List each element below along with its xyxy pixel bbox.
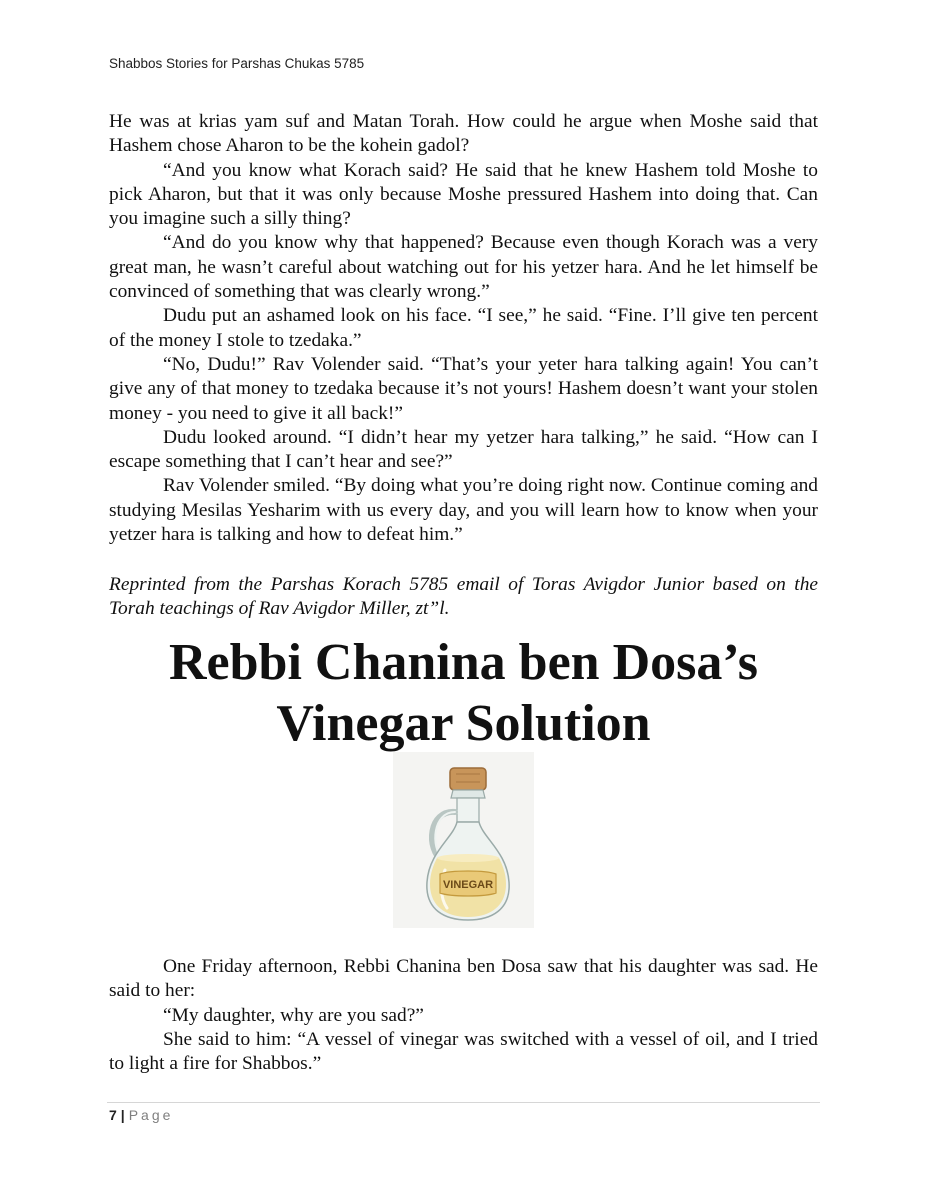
page-word: Page xyxy=(128,1107,174,1123)
paragraph: Rav Volender smiled. “By doing what you’re doing right now. Continue coming and studying Mesilas Yesharim with us every day, and you will learn how to know when your yetzer hara is talking and how to defeat him.” xyxy=(109,475,818,546)
reprint-credit: Reprinted from the Parshas Korach 5785 email of Toras Avigdor Junior based on the Torah teachings of Rav Avigdor Miller, zt”l. xyxy=(109,574,818,620)
paragraph: Dudu put an ashamed look on his face. “I see,” he said. “Fine. I’ll give ten percent of the money I stole to tzedaka.” xyxy=(109,305,818,351)
story-title xyxy=(60,632,867,754)
bottle-label-text: VINEGAR xyxy=(442,879,494,891)
footer-divider xyxy=(107,1102,820,1103)
story-continuation xyxy=(109,110,818,547)
page-footer xyxy=(109,1107,173,1123)
paragraph: Dudu looked around. “I didn’t hear my yetzer hara talking,” he said. “How can I escape something that I can’t hear and see?” xyxy=(109,426,818,473)
story-body xyxy=(109,955,818,1076)
story-title-line-1: Rebbi Chanina ben Dosa’s xyxy=(168,634,758,691)
footer-separator: | xyxy=(120,1107,125,1123)
paragraph: He was at krias yam suf and Matan Torah. How could he argue when Moshe said that Hashem chose Aharon to be the kohein gadol? xyxy=(109,111,818,157)
paragraph: “And you know what Korach said? He said that he knew Hashem told Moshe to pick Aharon, but that it was only because Moshe pressured Hashem into doing that. Can you imagine such a silly thing? xyxy=(109,159,818,230)
paragraph: “And do you know why that happened? Because even though Korach was a very great man, he wasn’t careful about watching out for his yetzer hara. And he let himself be convinced of something that was clearly wrong.” xyxy=(109,232,818,303)
paragraph: One Friday afternoon, Rebbi Chanina ben Dosa saw that his daughter was sad. He said to her: xyxy=(109,956,818,1002)
vinegar-bottle-icon xyxy=(393,752,534,928)
paragraph: She said to him: “A vessel of vinegar was switched with a vessel of oil, and I tried to light a fire for Shabbos.” xyxy=(109,1028,818,1075)
paragraph: “My daughter, why are you sad?” xyxy=(163,1004,424,1026)
vinegar-bottle-illustration xyxy=(393,752,534,928)
running-header: Shabbos Stories for Parshas Chukas 5785 xyxy=(109,56,365,71)
story-title-line-2: Vinegar Solution xyxy=(276,695,651,752)
paragraph: “No, Dudu!” Rav Volender said. “That’s your yeter hara talking again! You can’t give any of that money to tzedaka because it’s not yours! Hashem doesn’t want your stolen money - you need to give it all back!” xyxy=(109,353,818,424)
page-number: 7 xyxy=(109,1107,117,1123)
